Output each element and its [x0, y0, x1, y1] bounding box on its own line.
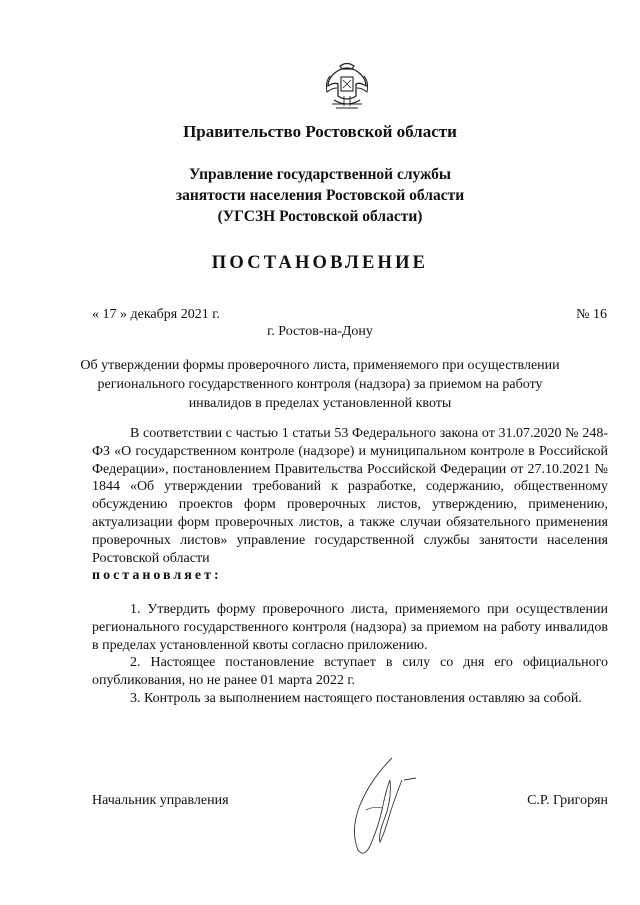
signatory-position: Начальник управления — [92, 793, 229, 808]
coat-of-arms-icon — [322, 60, 372, 112]
decides-word: постановляет: — [92, 568, 222, 584]
document-type: ПОСТАНОВЛЕНИЕ — [211, 253, 429, 273]
resolution-item: 2. Настоящее постановление вступает в силу со дня его официального опубликования, но не ранее 01 марта 2022 г. — [92, 655, 608, 689]
document-number: № 16 — [576, 307, 607, 322]
resolution-item: 3. Контроль за выполнением настоящего постановления оставляю за собой. — [130, 690, 582, 706]
document-title — [0, 356, 640, 413]
document-city: г. Ростов-на-Дону — [267, 324, 373, 339]
agency-line: занятости населения Ростовской области — [175, 187, 465, 204]
handwritten-signature — [330, 750, 430, 860]
resolution-item: 1. Утвердить форму проверочного листа, применяемого при осуществлении регионального государственного контроля (надзора) за приемом на работу инвалидов в пределах установленной квоты согласно приложению. — [92, 602, 608, 653]
signatory-name: С.Р. Григорян — [527, 793, 608, 808]
preamble-text: В соответствии с частью 1 статьи 53 Федерального закона от 31.07.2020 № 248-ФЗ «О государственном контроле (надзоре) и муниципальном контроле в Российской Федерации», постановлением Правительства Российской Федерации от 27.10.2021 № 1844 «Об утверждении требований к разработке, содержанию, общественному обсуждению проектов форм проверочных листов, утверждению, применению, актуализации форм проверочных листов, а также случаи обязательного применения проверочных листов» управление государственной службы занятости населения Ростовской области — [92, 426, 608, 566]
title-line: регионального государственного контроля (надзора) за приемом на работу — [97, 377, 543, 392]
agency-name — [0, 164, 640, 227]
government-name: Правительство Ростовской области — [183, 122, 457, 141]
title-line: инвалидов в пределах установленной квоты — [188, 396, 452, 411]
agency-line: (УГСЗН Ростовской области) — [217, 208, 423, 225]
resolution-items — [92, 601, 608, 708]
agency-line: Управление государственной службы — [189, 166, 451, 183]
preamble — [92, 425, 608, 585]
title-line: Об утверждении формы проверочного листа, применяемого при осуществлении — [80, 358, 560, 373]
document-date: « 17 » декабря 2021 г. — [92, 307, 220, 322]
